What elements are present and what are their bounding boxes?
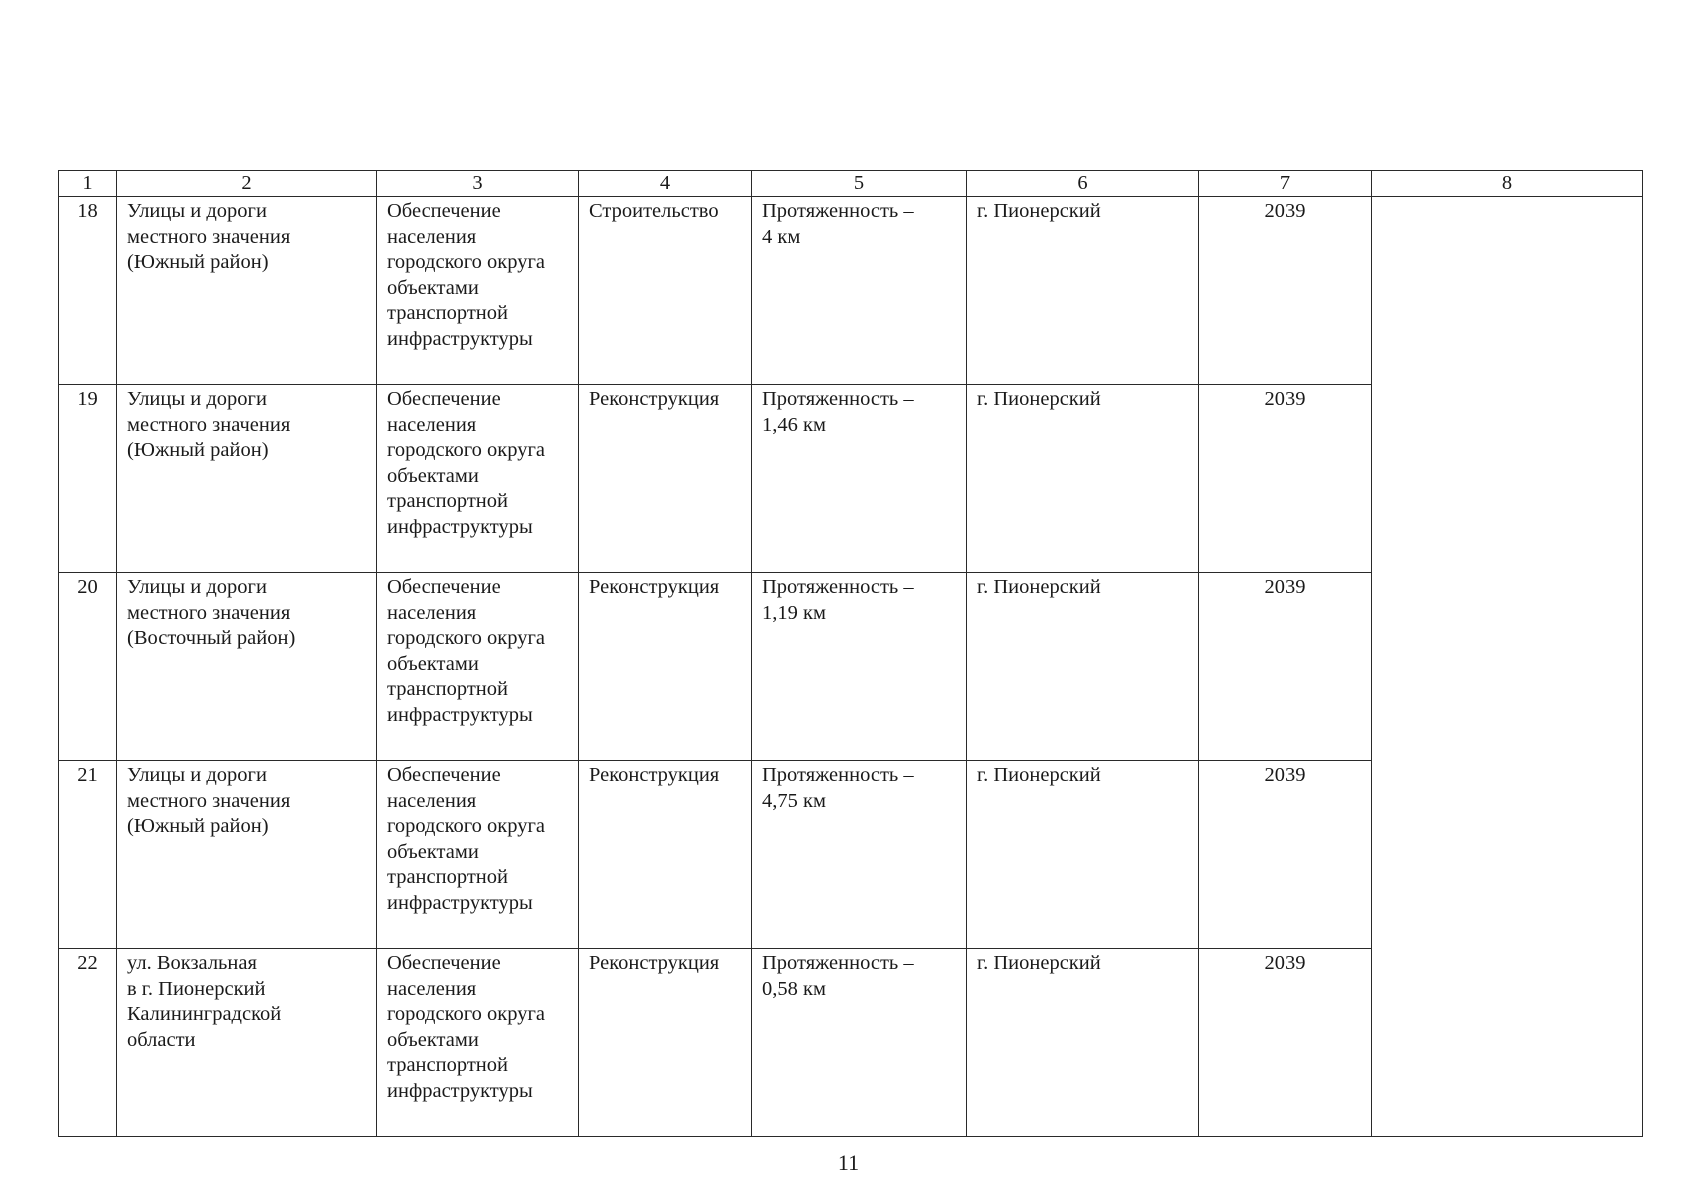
object-purpose: Обеспечение населения городского округа объектами транспортной инфраструктуры [377,761,579,949]
object-purpose: Обеспечение населения городского округа объектами транспортной инфраструктуры [377,197,579,385]
column-number: 3 [377,171,579,197]
column-number: 1 [59,171,117,197]
work-type: Строительство [579,197,752,385]
column-number: 5 [752,171,967,197]
column-number: 6 [967,171,1199,197]
row-number: 19 [59,385,117,573]
column-number: 7 [1199,171,1372,197]
object-name: ул. Вокзальная в г. Пионерский Калининградской области [117,949,377,1137]
page-number: 11 [837,1150,860,1175]
row-number: 21 [59,761,117,949]
object-location: г. Пионерский [967,761,1199,949]
column-8-merged-cell [1372,197,1643,1137]
object-location: г. Пионерский [967,573,1199,761]
work-type: Реконструкция [579,385,752,573]
work-type: Реконструкция [579,761,752,949]
implementation-year: 2039 [1199,573,1372,761]
table-row [59,197,1643,385]
object-characteristic: Протяженность – 0,58 км [752,949,967,1137]
infrastructure-table [58,170,1643,1137]
object-characteristic: Протяженность – 4 км [752,197,967,385]
object-location: г. Пионерский [967,385,1199,573]
object-name: Улицы и дороги местного значения (Южный район) [117,385,377,573]
row-number: 18 [59,197,117,385]
object-purpose: Обеспечение населения городского округа объектами транспортной инфраструктуры [377,949,579,1137]
implementation-year: 2039 [1199,761,1372,949]
object-name: Улицы и дороги местного значения (Южный район) [117,197,377,385]
implementation-year: 2039 [1199,385,1372,573]
row-number: 20 [59,573,117,761]
column-number: 4 [579,171,752,197]
column-number: 2 [117,171,377,197]
row-number: 22 [59,949,117,1137]
implementation-year: 2039 [1199,949,1372,1137]
object-name: Улицы и дороги местного значения (Восточный район) [117,573,377,761]
object-location: г. Пионерский [967,949,1199,1137]
column-number: 8 [1372,171,1643,197]
object-purpose: Обеспечение населения городского округа объектами транспортной инфраструктуры [377,573,579,761]
work-type: Реконструкция [579,573,752,761]
object-characteristic: Протяженность – 1,19 км [752,573,967,761]
object-characteristic: Протяженность – 1,46 км [752,385,967,573]
object-name: Улицы и дороги местного значения (Южный район) [117,761,377,949]
column-number-row [59,171,1643,197]
implementation-year: 2039 [1199,197,1372,385]
object-location: г. Пионерский [967,197,1199,385]
work-type: Реконструкция [579,949,752,1137]
object-purpose: Обеспечение населения городского округа объектами транспортной инфраструктуры [377,385,579,573]
object-characteristic: Протяженность – 4,75 км [752,761,967,949]
